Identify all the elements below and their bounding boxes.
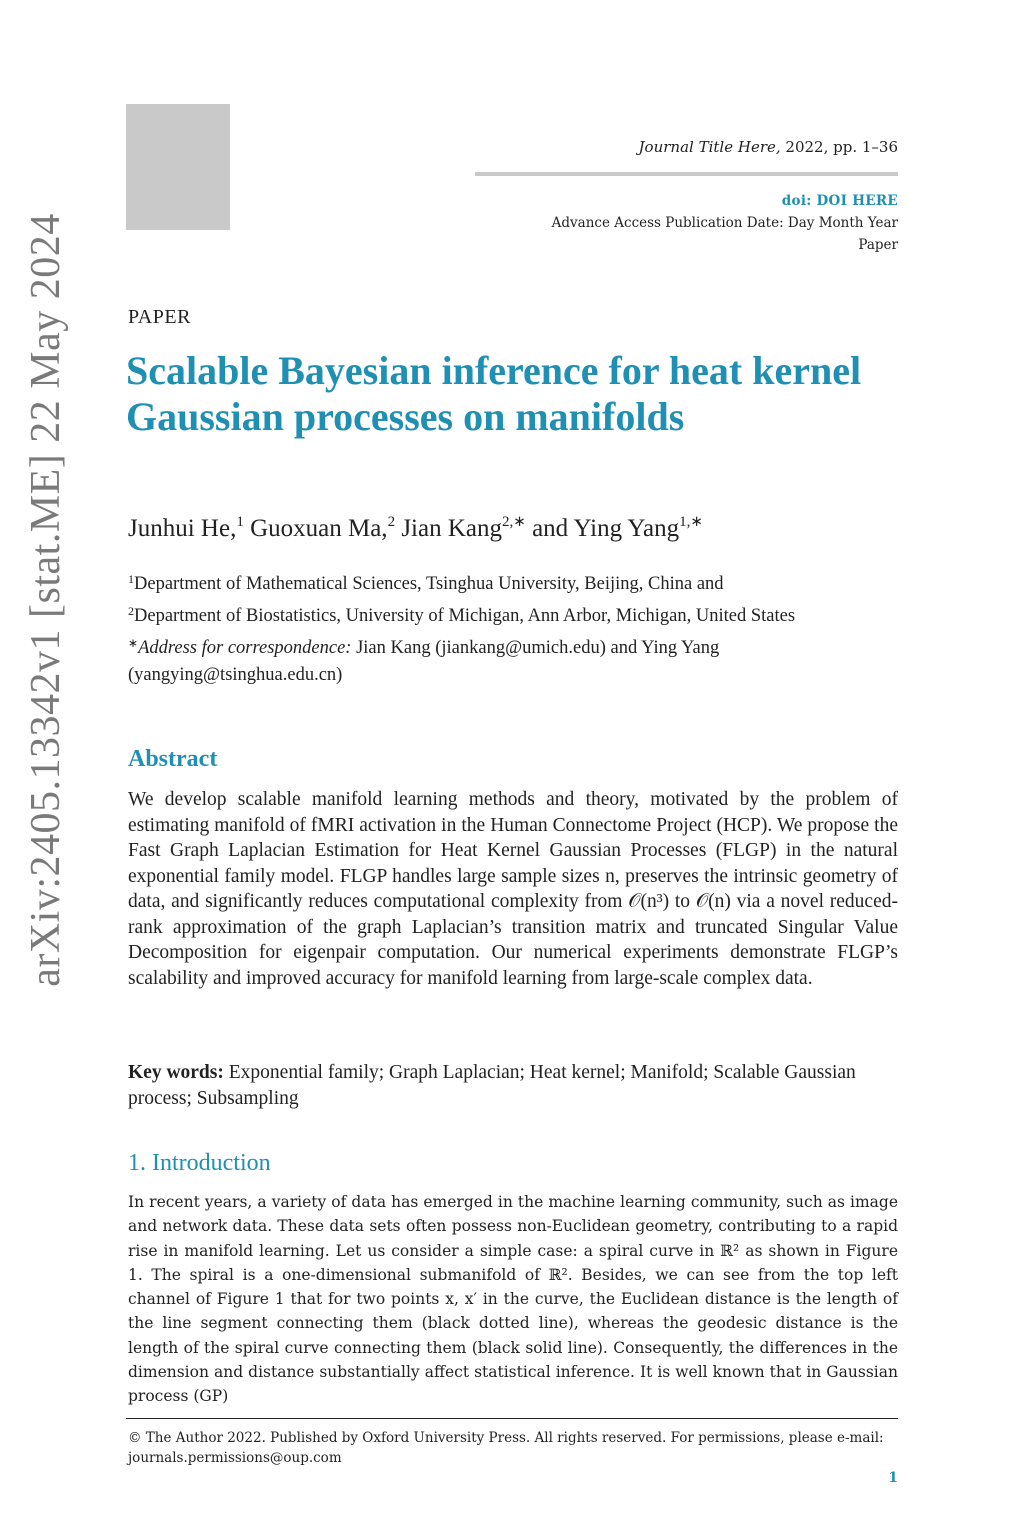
journal-logo-placeholder bbox=[126, 104, 230, 230]
affiliation-text: Department of Biostatistics, University of Michigan, Ann Arbor, Michigan, United States bbox=[134, 606, 796, 626]
arxiv-stamp: arXiv:2405.13342v1 [stat.ME] 22 May 2024 bbox=[23, 213, 69, 987]
section-heading-introduction: 1. Introduction bbox=[128, 1150, 271, 1176]
author-name: Jian Kang bbox=[395, 515, 502, 542]
footnote-rule bbox=[126, 1418, 898, 1419]
author-name: and Ying Yang bbox=[525, 515, 680, 542]
header-rule bbox=[475, 172, 898, 176]
keywords-list: Exponential family; Graph Laplacian; Heat kernel; Manifold; Scalable Gaussian process; Subsampling bbox=[128, 1062, 856, 1109]
author-affiliation-mark: 1,∗ bbox=[679, 514, 703, 530]
publication-meta bbox=[552, 190, 898, 256]
journal-year-pages: 2022, pp. 1–36 bbox=[780, 138, 898, 156]
doi-link[interactable]: doi: DOI HERE bbox=[781, 193, 898, 209]
paper-title: Scalable Bayesian inference for heat kernel Gaussian processes on manifolds bbox=[126, 348, 862, 439]
correspondence-label: Address for correspondence: bbox=[138, 638, 352, 658]
affiliation-text: Department of Mathematical Sciences, Tsinghua University, Beijing, China and bbox=[134, 574, 724, 594]
paper-label: PAPER bbox=[128, 306, 191, 328]
author-affiliation-mark: 2,∗ bbox=[501, 514, 526, 530]
correspondence bbox=[128, 630, 898, 689]
affiliation-item bbox=[128, 598, 898, 630]
author-name: Guoxuan Ma, bbox=[243, 515, 388, 542]
keywords-label: Key words: bbox=[128, 1062, 224, 1083]
introduction-paragraph: In recent years, a variety of data has emerged in the machine learning community, such as image and network data. These data sets often possess non-Euclidean geometry, contributing to a rapid rise in manifold learning. Let us consider a simple case: a spiral curve in ℝ² as shown in Figure 1. The spiral is a one-dimensional submanifold of ℝ². Besides, we can see from the top left channel of Figure 1 that for two points x, x′ in the curve, the Euclidean distance is the length of the line segment connecting them (black dotted line), whereas the geodesic distance is the length of the spiral curve connecting them (black solid line). Consequently, the differences in the dimension and distance substantially affect statistical inference. It is well known that in Gaussian process (GP) bbox=[128, 1193, 898, 1406]
author-affiliation-mark: 2 bbox=[387, 514, 396, 530]
author-name: Junhui He, bbox=[128, 515, 237, 542]
affiliation-mark: 1 bbox=[128, 572, 134, 586]
correspondence-mark: ∗ bbox=[128, 636, 139, 650]
affiliation-item bbox=[128, 566, 898, 598]
abstract-heading: Abstract bbox=[128, 746, 218, 772]
page-number: 1 bbox=[888, 1470, 898, 1486]
author-list bbox=[128, 512, 703, 543]
journal-citation bbox=[639, 138, 898, 156]
correspondence-text: Jian Kang (jiankang@umich.edu) and Ying Yang (yangying@tsinghua.edu.cn) bbox=[128, 638, 720, 685]
article-type: Paper bbox=[858, 237, 898, 253]
copyright-footnote: © The Author 2022. Published by Oxford University Press. All rights reserved. For permissions, please e-mail: journals.permissions@oup.com bbox=[128, 1430, 884, 1466]
abstract-body: We develop scalable manifold learning methods and theory, motivated by the problem of estimating manifold of fMRI activation in the Human Connectome Project (HCP). We propose the Fast Graph Laplacian Estimation for Heat Kernel Gaussian Processes (FLGP) in the natural exponential family model. FLGP handles large sample sizes n, preserves the intrinsic geometry of data, and significantly reduces computational complexity from 𝒪(n³) to 𝒪(n) via a novel reduced-rank approximation of the graph Laplacian’s transition matrix and truncated Singular Value Decomposition for eigenpair computation. Our numerical experiments demonstrate FLGP’s scalability and improved accuracy for manifold learning from large-scale complex data. bbox=[128, 789, 898, 989]
keywords bbox=[128, 1060, 898, 1111]
journal-title: Journal Title Here, bbox=[638, 138, 781, 156]
affiliation-mark: 2 bbox=[128, 604, 134, 618]
advance-access-date: Advance Access Publication Date: Day Month Year bbox=[551, 215, 898, 231]
author-affiliation-mark: 1 bbox=[236, 514, 244, 530]
affiliations bbox=[128, 566, 898, 689]
